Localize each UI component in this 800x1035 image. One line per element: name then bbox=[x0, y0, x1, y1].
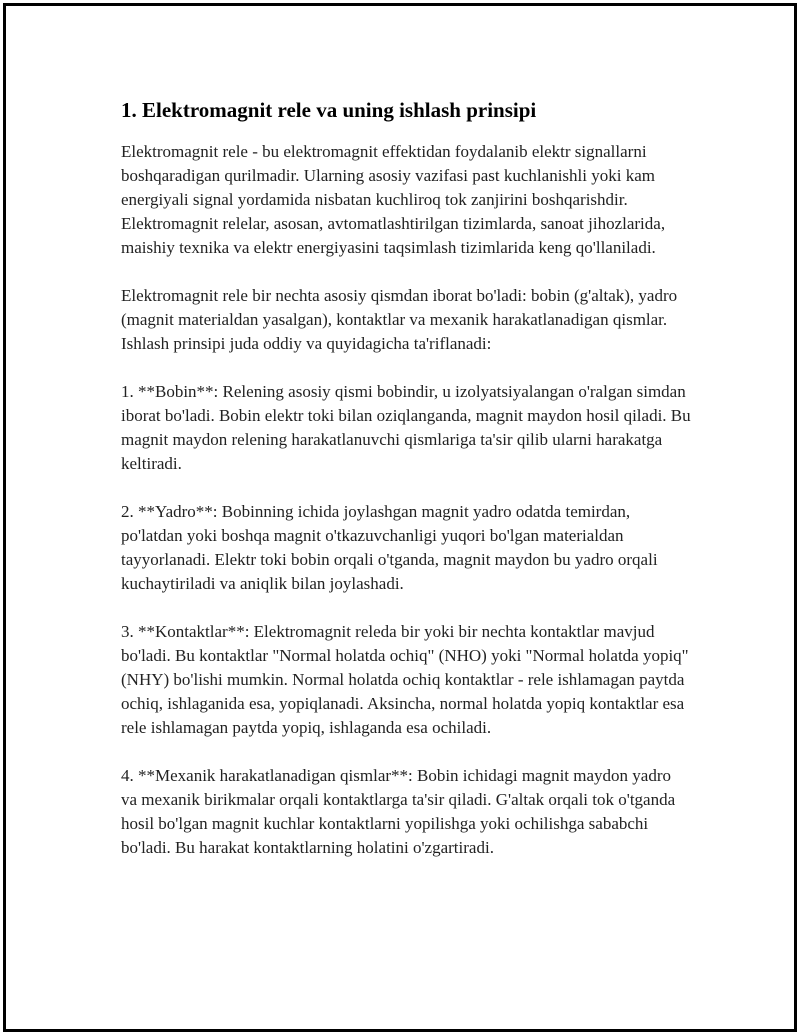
document-title: 1. Elektromagnit rele va uning ishlash prinsipi bbox=[121, 98, 537, 122]
paragraph-structure: Elektromagnit rele bir nechta asosiy qismdan iborat bo'ladi: bobin (g'altak), yadro (magnit materialdan yasalgan), kontaktlar va mexanik harakatlanadigan qismlar. Ishlash prinsipi juda oddiy va quyidagicha ta'riflanadi: bbox=[121, 286, 678, 353]
document-content bbox=[121, 90, 691, 884]
paragraph-kontaktlar: 3. **Kontaktlar**: Elektromagnit releda bir yoki bir nechta kontaktlar mavjud bo'ladi. Bu kontaktlar "Normal holatda ochiq" (NHO) yoki "Normal holatda yopiq" (NHY) bo'lishi mumkin. Normal holatda ochiq kontaktlar - rele ishlamagan paytda ochiq, ishlaganida esa, yopiqlanadi. Aksincha, normal holatda yopiq kontaktlar esa rele ishlamagan paytda yopiq, ishlaganda esa ochiladi. bbox=[121, 622, 689, 737]
paragraph-yadro: 2. **Yadro**: Bobinning ichida joylashgan magnit yadro odatda temirdan, po'latdan yoki boshqa magnit o'tkazuvchanligi yuqori bo'lgan materialdan tayyorlanadi. Elektr toki bobin orqali o'tganda, magnit maydon bu yadro orqali kuchaytiriladi va aniqlik bilan joylashadi. bbox=[121, 502, 658, 593]
paragraph-bobin: 1. **Bobin**: Relening asosiy qismi bobindir, u izolyatsiyalangan o'ralgan simdan iborat bo'ladi. Bobin elektr toki bilan oziqlanganda, magnit maydon hosil qiladi. Bu magnit maydon relening harakatlanuvchi qismlariga ta'sir qilib ularni harakatga keltiradi. bbox=[121, 382, 691, 473]
paragraph-mexanik-qismlar: 4. **Mexanik harakatlanadigan qismlar**: Bobin ichidagi magnit maydon yadro va mexanik birikmalar orqali kontaktlarga ta'sir qiladi. G'altak orqali tok o'tganda hosil bo'lgan magnit kuchlar kontaktlarni yopilishga yoki ochilishga sababchi bo'ladi. Bu harakat kontaktlarning holatini o'zgartiradi. bbox=[121, 766, 676, 857]
paragraph-intro: Elektromagnit rele - bu elektromagnit effektidan foydalanib elektr signallarni boshqaradigan qurilmadir. Ularning asosiy vazifasi past kuchlanishli yoki kam energiyali signal yordamida nisbatan kuchliroq tok zanjirini boshqarishdir. Elektromagnit relelar, asosan, avtomatlashtirilgan tizimlarda, sanoat jihozlarida, maishiy texnika va elektr energiyasini taqsimlash tizimlarida keng qo'llaniladi. bbox=[121, 142, 666, 257]
document-page bbox=[3, 3, 797, 1032]
